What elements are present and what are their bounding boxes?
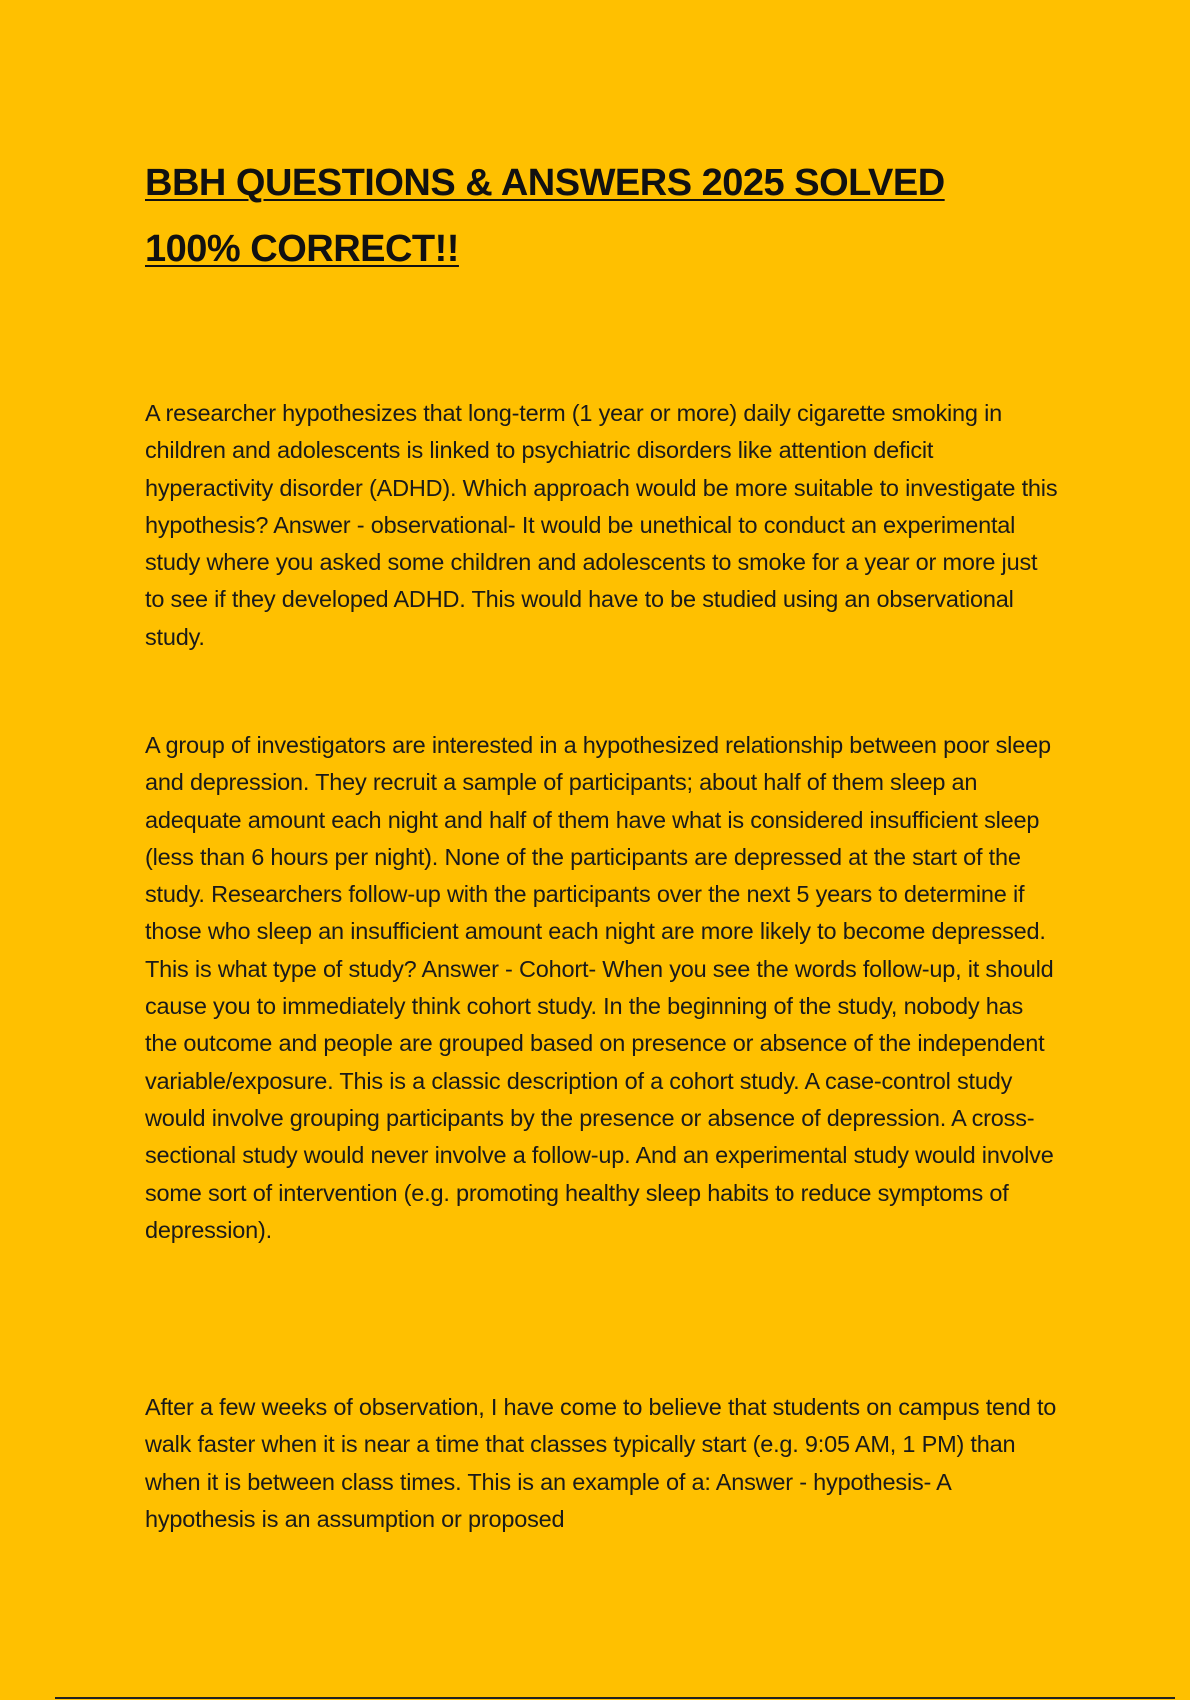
- question-answer-3: After a few weeks of observation, I have come to believe that students on campus tend to walk faster when it is near a time that classes typically start (e.g. 9:05 AM, 1 PM) than when it is between class times. This is an example of a: Answer - hypothesis- A hypothesis is an assumption or proposed: [145, 1394, 1057, 1532]
- question-answer-1: A researcher hypothesizes that long-term (1 year or more) daily cigarette smoking in children and adolescents is linked to psychiatric disorders like attention deficit hyperactivity disorder (ADHD). Which approach would be more suitable to investigate this hypothesis? Answer - observational- It would be unethical to conduct an experimental study where you asked some children and adolescents to smoke for a year or more just to see if they developed ADHD. This would have to be studied using an observational study.: [145, 400, 1058, 650]
- document-title: BBH QUESTIONS & ANSWERS 2025 SOLVED 100% CORRECT!!: [145, 162, 945, 270]
- page-bottom-divider: [55, 1697, 1175, 1699]
- page-right-margin: [1190, 0, 1200, 1700]
- question-answer-2: A group of investigators are interested in a hypothesized relationship between poor sleep and depression. They recruit a sample of participants; about half of them sleep an adequate amount each night and half of them have what is considered insufficient sleep (less than 6 hours per night). None of the participants are depressed at the start of the study. Researchers follow-up with the participants over the next 5 years to determine if those who sleep an insufficient amount each night are more likely to become depressed. This is what type of study? Answer - Cohort- When you see the words follow-up, it should cause you to immediately think cohort study. In the beginning of the study, nobody has the outcome and people are grouped based on presence or absence of the independent variable/exposure. This is a classic description of a cohort study. A case-control study would involve grouping participants by the presence or absence of depression. A cross-sectional study would never involve a follow-up. And an experimental study would involve some sort of intervention (e.g. promoting healthy sleep habits to reduce symptoms of depression).: [145, 732, 1054, 1243]
